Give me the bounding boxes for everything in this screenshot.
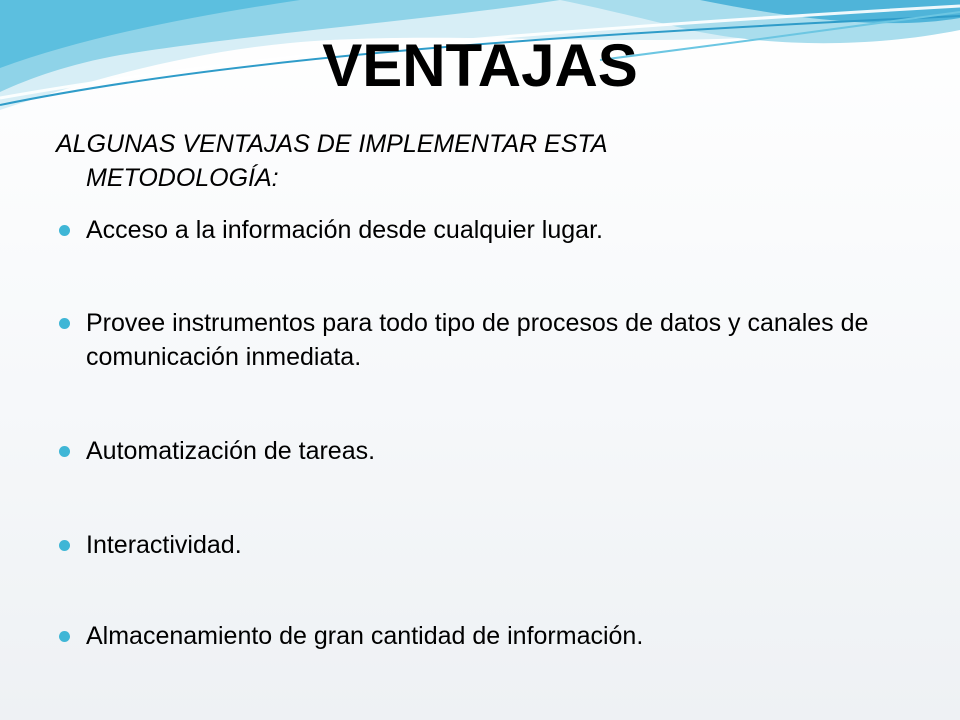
list-item	[56, 528, 916, 562]
bullet-dot-icon	[59, 446, 70, 457]
bullet-dot-icon	[59, 631, 70, 642]
bullet-text: Acceso a la información desde cualquier lugar.	[86, 216, 603, 244]
list-item	[56, 306, 916, 374]
intro-line-1: ALGUNAS VENTAJAS DE IMPLEMENTAR ESTA	[56, 130, 608, 158]
bullet-text: Provee instrumentos para todo tipo de procesos de datos y canales de comunicación inmediata.	[86, 309, 869, 371]
bullet-dot-icon	[59, 318, 70, 329]
list-item	[56, 434, 916, 468]
bullet-dot-icon	[59, 540, 70, 551]
intro-text	[56, 127, 816, 195]
list-item	[56, 213, 916, 247]
bullet-text: Interactividad.	[86, 531, 242, 559]
intro-line-2: METODOLOGÍA:	[86, 164, 279, 192]
bullet-text: Almacenamiento de gran cantidad de información.	[86, 622, 644, 650]
list-item	[56, 619, 916, 653]
slide-title: VENTAJAS	[322, 32, 638, 99]
bullet-text: Automatización de tareas.	[86, 437, 376, 465]
bullet-dot-icon	[59, 225, 70, 236]
